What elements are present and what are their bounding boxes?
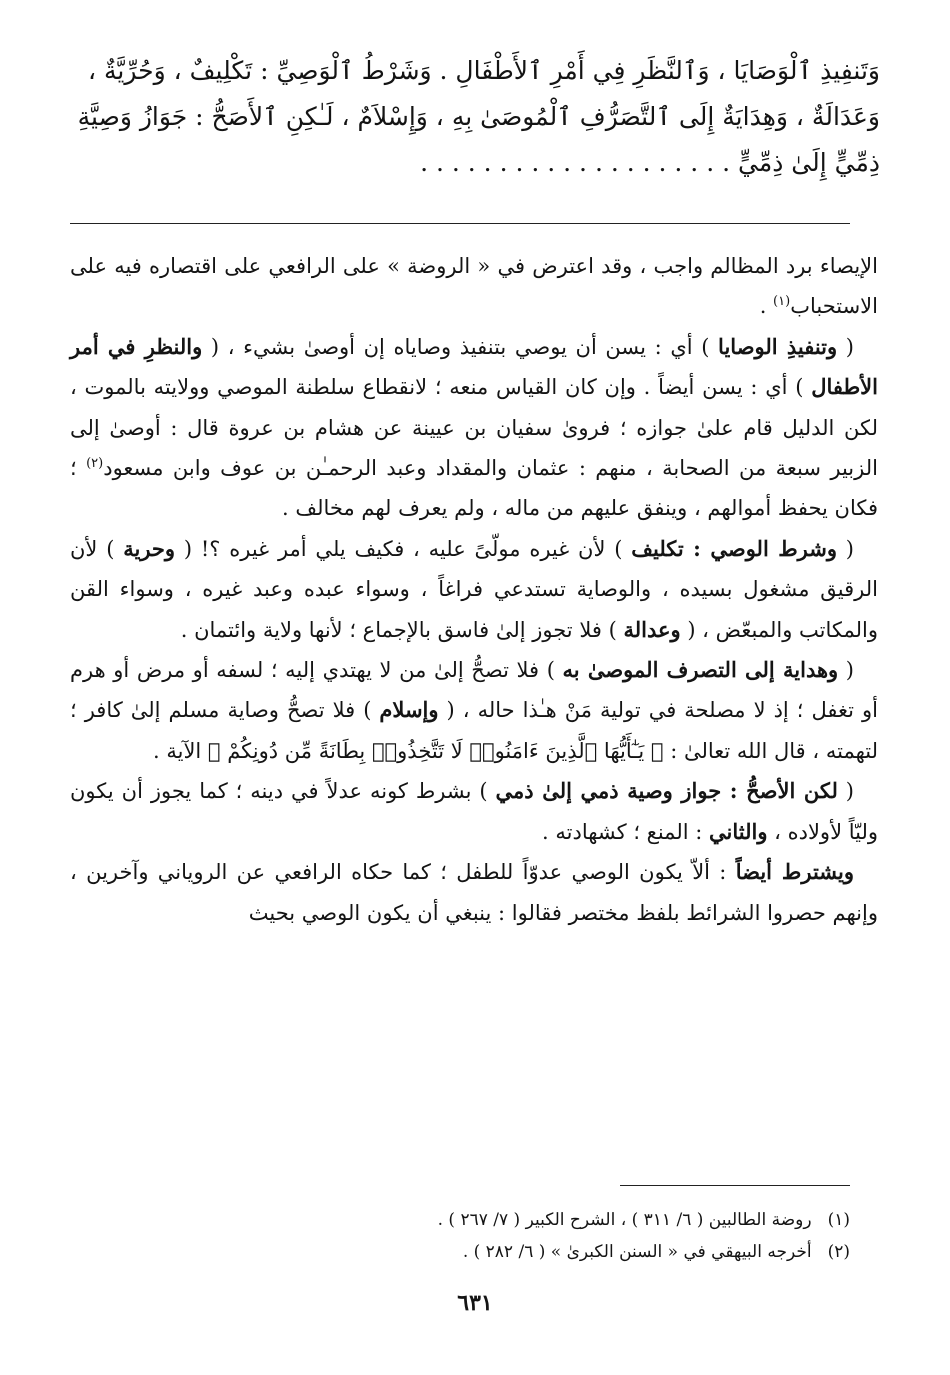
commentary-text: ) فلا تجوز إلىٰ فاسق بالإجماع ؛ لأنها ولاية وائتمان . (180, 617, 624, 642)
commentary-text: ) فلا تصحُّ وصاية مسلم إلىٰ كافر ؛ لتهمته ، قال الله تعالىٰ : ﴿ (70, 698, 878, 763)
commentary-text: ؛ فكان يحفظ أموالهم ، وينفق عليهم من ماله ، ولم يعرف لهم مخالف . (70, 456, 878, 521)
commentary-text: ) أي : يسن أن يوصي بتنفيذ وصاياه إن أوصىٰ بشيء ، ( (202, 334, 719, 359)
page-number: ٦٣١ (457, 1290, 493, 1316)
commentary-text: . (759, 294, 774, 319)
commentary-text: ) أي : يسن أيضاً . وإن كان القياس منعه ؛ لانقطاع سلطنة الموصي وولايته بالموت ، لكن الدليل قام علىٰ جوازه ؛ فروىٰ سفيان بن عيينة عن هشام بن عروة قال : أوصىٰ إلى الزبير سبعة من الصحابة ، منهم : عثمان والمقداد وعبد الرحمـٰن بن عوف وابن مسعود (70, 375, 878, 481)
footnote-text: أخرجه البيهقي في « السنن الكبرىٰ » ( ٦/ ٢٨٢ ) . (462, 1242, 812, 1262)
emphasis: والثاني (709, 818, 768, 844)
quoted-matn: وحرية (123, 535, 176, 561)
footnote-ref: (١) (773, 294, 791, 310)
footnote-number: (١) (827, 1210, 850, 1230)
footnote (120, 1204, 850, 1236)
commentary-text: ) لأن الرقيق مشغول بسيده ، والوصاية تستدعي فراغاً ، وسواء عبده وعبد غيره ، وسواء القن والمكاتب والمبعّض ، ( (70, 536, 878, 642)
footnote-text: روضة الطالبين ( ٦/ ٣١١ ) ، الشرح الكبير ( ٧/ ٢٦٧ ) . (437, 1210, 812, 1230)
commentary-paragraph (70, 246, 878, 327)
quoted-matn: والنظرِ في أمر الأطفال (70, 333, 878, 400)
commentary-text: ( (837, 334, 854, 359)
commentary-text: ) لأن غيره مولّىً عليه ، فكيف يلي أمر غيره ؟! ( (175, 536, 632, 561)
quoted-matn: وشرط الوصي : تكليف (631, 535, 837, 561)
quoted-matn: وتنفيذِ الوصايا (718, 333, 838, 359)
commentary-text: ( (837, 779, 854, 804)
main-text-line: وَتَنفِيذِ ٱلْوَصَايَا ، وَٱلنَّظَرِ فِي أَمْرِ ٱلأَطْفَالِ . وَشَرْطُ ٱلْوَصِيِّ : تَكْلِيفٌ ، وَحُرِّيَّةٌ ، (88, 56, 880, 85)
commentary-text: ( (838, 658, 854, 683)
commentary-paragraph (70, 650, 878, 771)
footnote-divider (620, 1185, 850, 1186)
commentary-paragraph (70, 852, 878, 933)
footnote-number: (٢) (827, 1242, 850, 1262)
commentary-text: ﴾ الآية . (152, 738, 228, 763)
commentary (70, 246, 878, 933)
footnotes (120, 1204, 850, 1268)
commentary-paragraph (70, 771, 878, 852)
quoted-matn: وإسلام (379, 697, 439, 723)
quran-verse: يَـٰٓأَيُّهَا ٱلَّذِينَ ءَامَنُوا۟ لَا تَتَّخِذُوا۟ بِطَانَةً مِّن دُونِكُمْ (227, 738, 645, 763)
main-text-line: وَعَدَالَةٌ ، وَهِدَايَةٌ إِلَى ٱلتَّصَرُّفِ ٱلْمُوصَىٰ بِهِ ، وَإِسْلاَمٌ ، لَـٰكِنِ ٱلأَصَحُّ : جَوَازُ وَصِيَّةِ (77, 102, 880, 131)
footnote (120, 1236, 850, 1268)
commentary-text: : المنع ؛ كشهادته . (542, 819, 709, 844)
commentary-text: الإيصاء برد المظالم واجب ، وقد اعترض في « الروضة » على الرافعي على اقتصاره فيه على الاستحباب (70, 254, 878, 319)
commentary-paragraph (70, 529, 878, 650)
commentary-text: ) بشرط كونه عدلاً في دينه ؛ كما يجوز أن يكون وليّاً لأولاده ، (70, 779, 878, 844)
quoted-matn: وهداية إلى التصرف الموصىٰ به (562, 657, 839, 683)
commentary-text: : ألاّ يكون الوصي عدوّاً للطفل ؛ كما حكاه الرافعي عن الروياني وآخرين ، وإنهم حصروا الشرائط بلفظ مختصر فقالوا : ينبغي أن يكون الوصي بحيث (70, 860, 878, 925)
commentary-text: ) فلا تصحُّ إلىٰ من لا يهتدي إليه ؛ لسفه أو مرض أو هرم أو تغفل ؛ إذ لا مصلحة في تولية مَنْ هـٰذا حاله ، ( (70, 658, 878, 723)
quoted-matn: لكن الأصحُّ : جواز وصية ذمي إلىٰ ذمي (495, 778, 838, 804)
commentary-paragraph (70, 327, 878, 529)
emphasis: ويشترط أيضاً (735, 859, 854, 885)
footnote-ref: (٢) (86, 456, 104, 472)
main-text-line: ذِمِّيٍّ إِلَىٰ ذِمِّيٍّ . . . . . . . . . . . . . . . . . . . . (420, 148, 880, 177)
main-text (70, 48, 880, 186)
main-text-divider (70, 223, 850, 224)
commentary-text: ( (836, 536, 854, 561)
quoted-matn: وعدالة (623, 616, 681, 642)
